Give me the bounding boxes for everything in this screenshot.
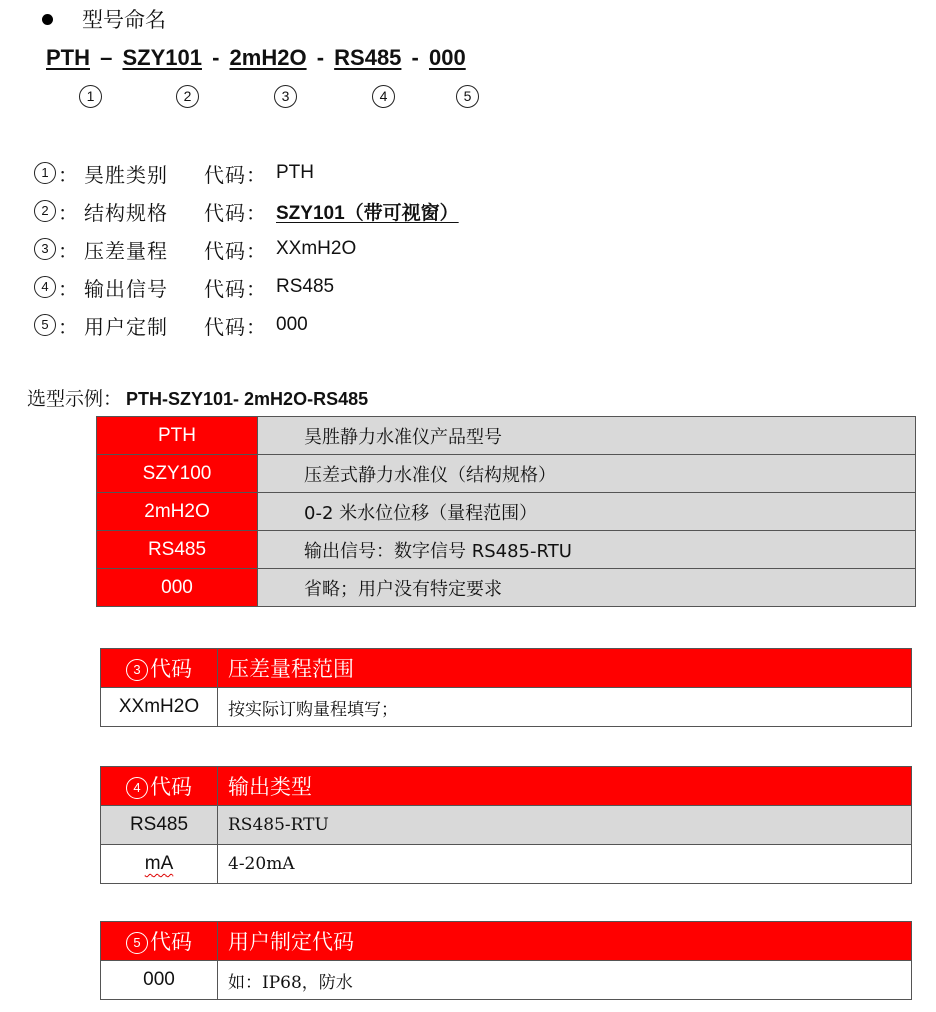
table-row: [101, 688, 912, 727]
definition-name: 用户定制: [84, 314, 168, 339]
code-label: 代码：: [204, 238, 267, 263]
code-header-label: 代码: [150, 930, 192, 954]
definition-name: 结构规格: [84, 200, 168, 225]
circled-number: 2: [34, 200, 56, 222]
definition-row: [34, 192, 459, 230]
definition-value: PTH: [276, 162, 314, 183]
bullet-icon: [42, 14, 53, 25]
table-title: 用户制定代码: [218, 922, 912, 961]
custom-table: [100, 921, 912, 1000]
definition-row: [34, 306, 459, 344]
code-cell: [101, 845, 218, 884]
model-separator: –: [94, 45, 119, 70]
circled-number: 5: [126, 932, 148, 954]
definition-value: RS485: [276, 276, 335, 297]
model-part-3: 2mH2O: [229, 45, 307, 70]
description-cell: 压差式静力水准仪（结构规格）: [258, 455, 916, 493]
description-cell: 4-20mA: [218, 845, 912, 884]
table-row: [101, 961, 912, 1000]
model-code: [46, 42, 466, 74]
definition-name: 压差量程: [84, 238, 168, 263]
definition-value: SZY101（带可视窗）: [276, 202, 459, 224]
code-label: 代码：: [204, 162, 267, 187]
table-header-row: [101, 767, 912, 806]
table-title: 输出类型: [218, 767, 912, 806]
model-part-4: RS485: [334, 45, 402, 70]
model-separator: -: [310, 45, 331, 70]
circled-number: 4: [34, 276, 56, 298]
circled-number: 4: [126, 777, 148, 799]
circled-number: 3: [126, 659, 148, 681]
code-cell: 000: [101, 961, 218, 1000]
definition-name: 昊胜类别: [84, 162, 168, 187]
range-table: [100, 648, 912, 727]
code-label: 代码：: [204, 314, 267, 339]
description-cell: 0-2 米水位位移（量程范围）: [258, 493, 916, 531]
definition-row: [34, 154, 459, 192]
colon: ：: [58, 314, 78, 339]
table-row: [97, 493, 916, 531]
model-separator: -: [405, 45, 425, 70]
circled-number-4: 4: [372, 85, 395, 108]
table-header-row: [101, 922, 912, 961]
circled-number: 3: [34, 238, 56, 260]
description-cell: RS485-RTU: [218, 806, 912, 845]
code-cell: XXmH2O: [101, 688, 218, 727]
model-part-2: SZY101: [122, 45, 202, 70]
example-label: 选型示例：: [27, 388, 123, 410]
table-row: [97, 569, 916, 607]
code-cell: SZY100: [97, 455, 258, 493]
colon: ：: [58, 276, 78, 301]
definition-row: [34, 268, 459, 306]
section-heading: 型号命名: [82, 8, 166, 32]
code-cell: RS485: [97, 531, 258, 569]
colon: ：: [58, 162, 78, 187]
definition-value: 000: [276, 314, 308, 335]
output-table: [100, 766, 912, 884]
example-value: PTH-SZY101- 2mH2O-RS485: [126, 389, 369, 409]
description-cell: 如：IP68，防水: [218, 961, 912, 1000]
definition-row: [34, 230, 459, 268]
code-cell: 000: [97, 569, 258, 607]
code-cell: PTH: [97, 417, 258, 455]
table-header-row: [101, 649, 912, 688]
model-part-5: 000: [428, 45, 466, 70]
table-title: 压差量程范围: [218, 649, 912, 688]
table-row: [97, 417, 916, 455]
selection-example: [27, 384, 368, 411]
example-table: [96, 416, 916, 607]
code-header-label: 代码: [150, 775, 192, 799]
code-header: [101, 767, 218, 806]
code-label: 代码：: [204, 200, 267, 225]
circled-number-1: 1: [79, 85, 102, 108]
circled-number-5: 5: [456, 85, 479, 108]
description-cell: 省略；用户没有特定要求: [258, 569, 916, 607]
code-header-label: 代码: [150, 657, 192, 681]
code-header: [101, 922, 218, 961]
model-separator: -: [205, 45, 226, 70]
table-row: [101, 845, 912, 884]
description-cell: 昊胜静力水准仪产品型号: [258, 417, 916, 455]
code-text: mA: [144, 853, 174, 874]
description-cell: 输出信号：数字信号 RS485-RTU: [258, 531, 916, 569]
table-row: [101, 806, 912, 845]
definition-name: 输出信号: [84, 276, 168, 301]
definition-value: XXmH2O: [276, 238, 357, 259]
code-label: 代码：: [204, 276, 267, 301]
circled-number: 5: [34, 314, 56, 336]
code-cell: RS485: [101, 806, 218, 845]
model-part-1: PTH: [46, 45, 90, 70]
circled-number-2: 2: [176, 85, 199, 108]
code-cell: 2mH2O: [97, 493, 258, 531]
table-row: [97, 531, 916, 569]
circled-number-3: 3: [274, 85, 297, 108]
table-row: [97, 455, 916, 493]
code-definitions: [34, 154, 459, 344]
description-cell: 按实际订购量程填写；: [218, 688, 912, 727]
code-header: [101, 649, 218, 688]
circled-number: 1: [34, 162, 56, 184]
colon: ：: [58, 238, 78, 263]
colon: ：: [58, 200, 78, 225]
